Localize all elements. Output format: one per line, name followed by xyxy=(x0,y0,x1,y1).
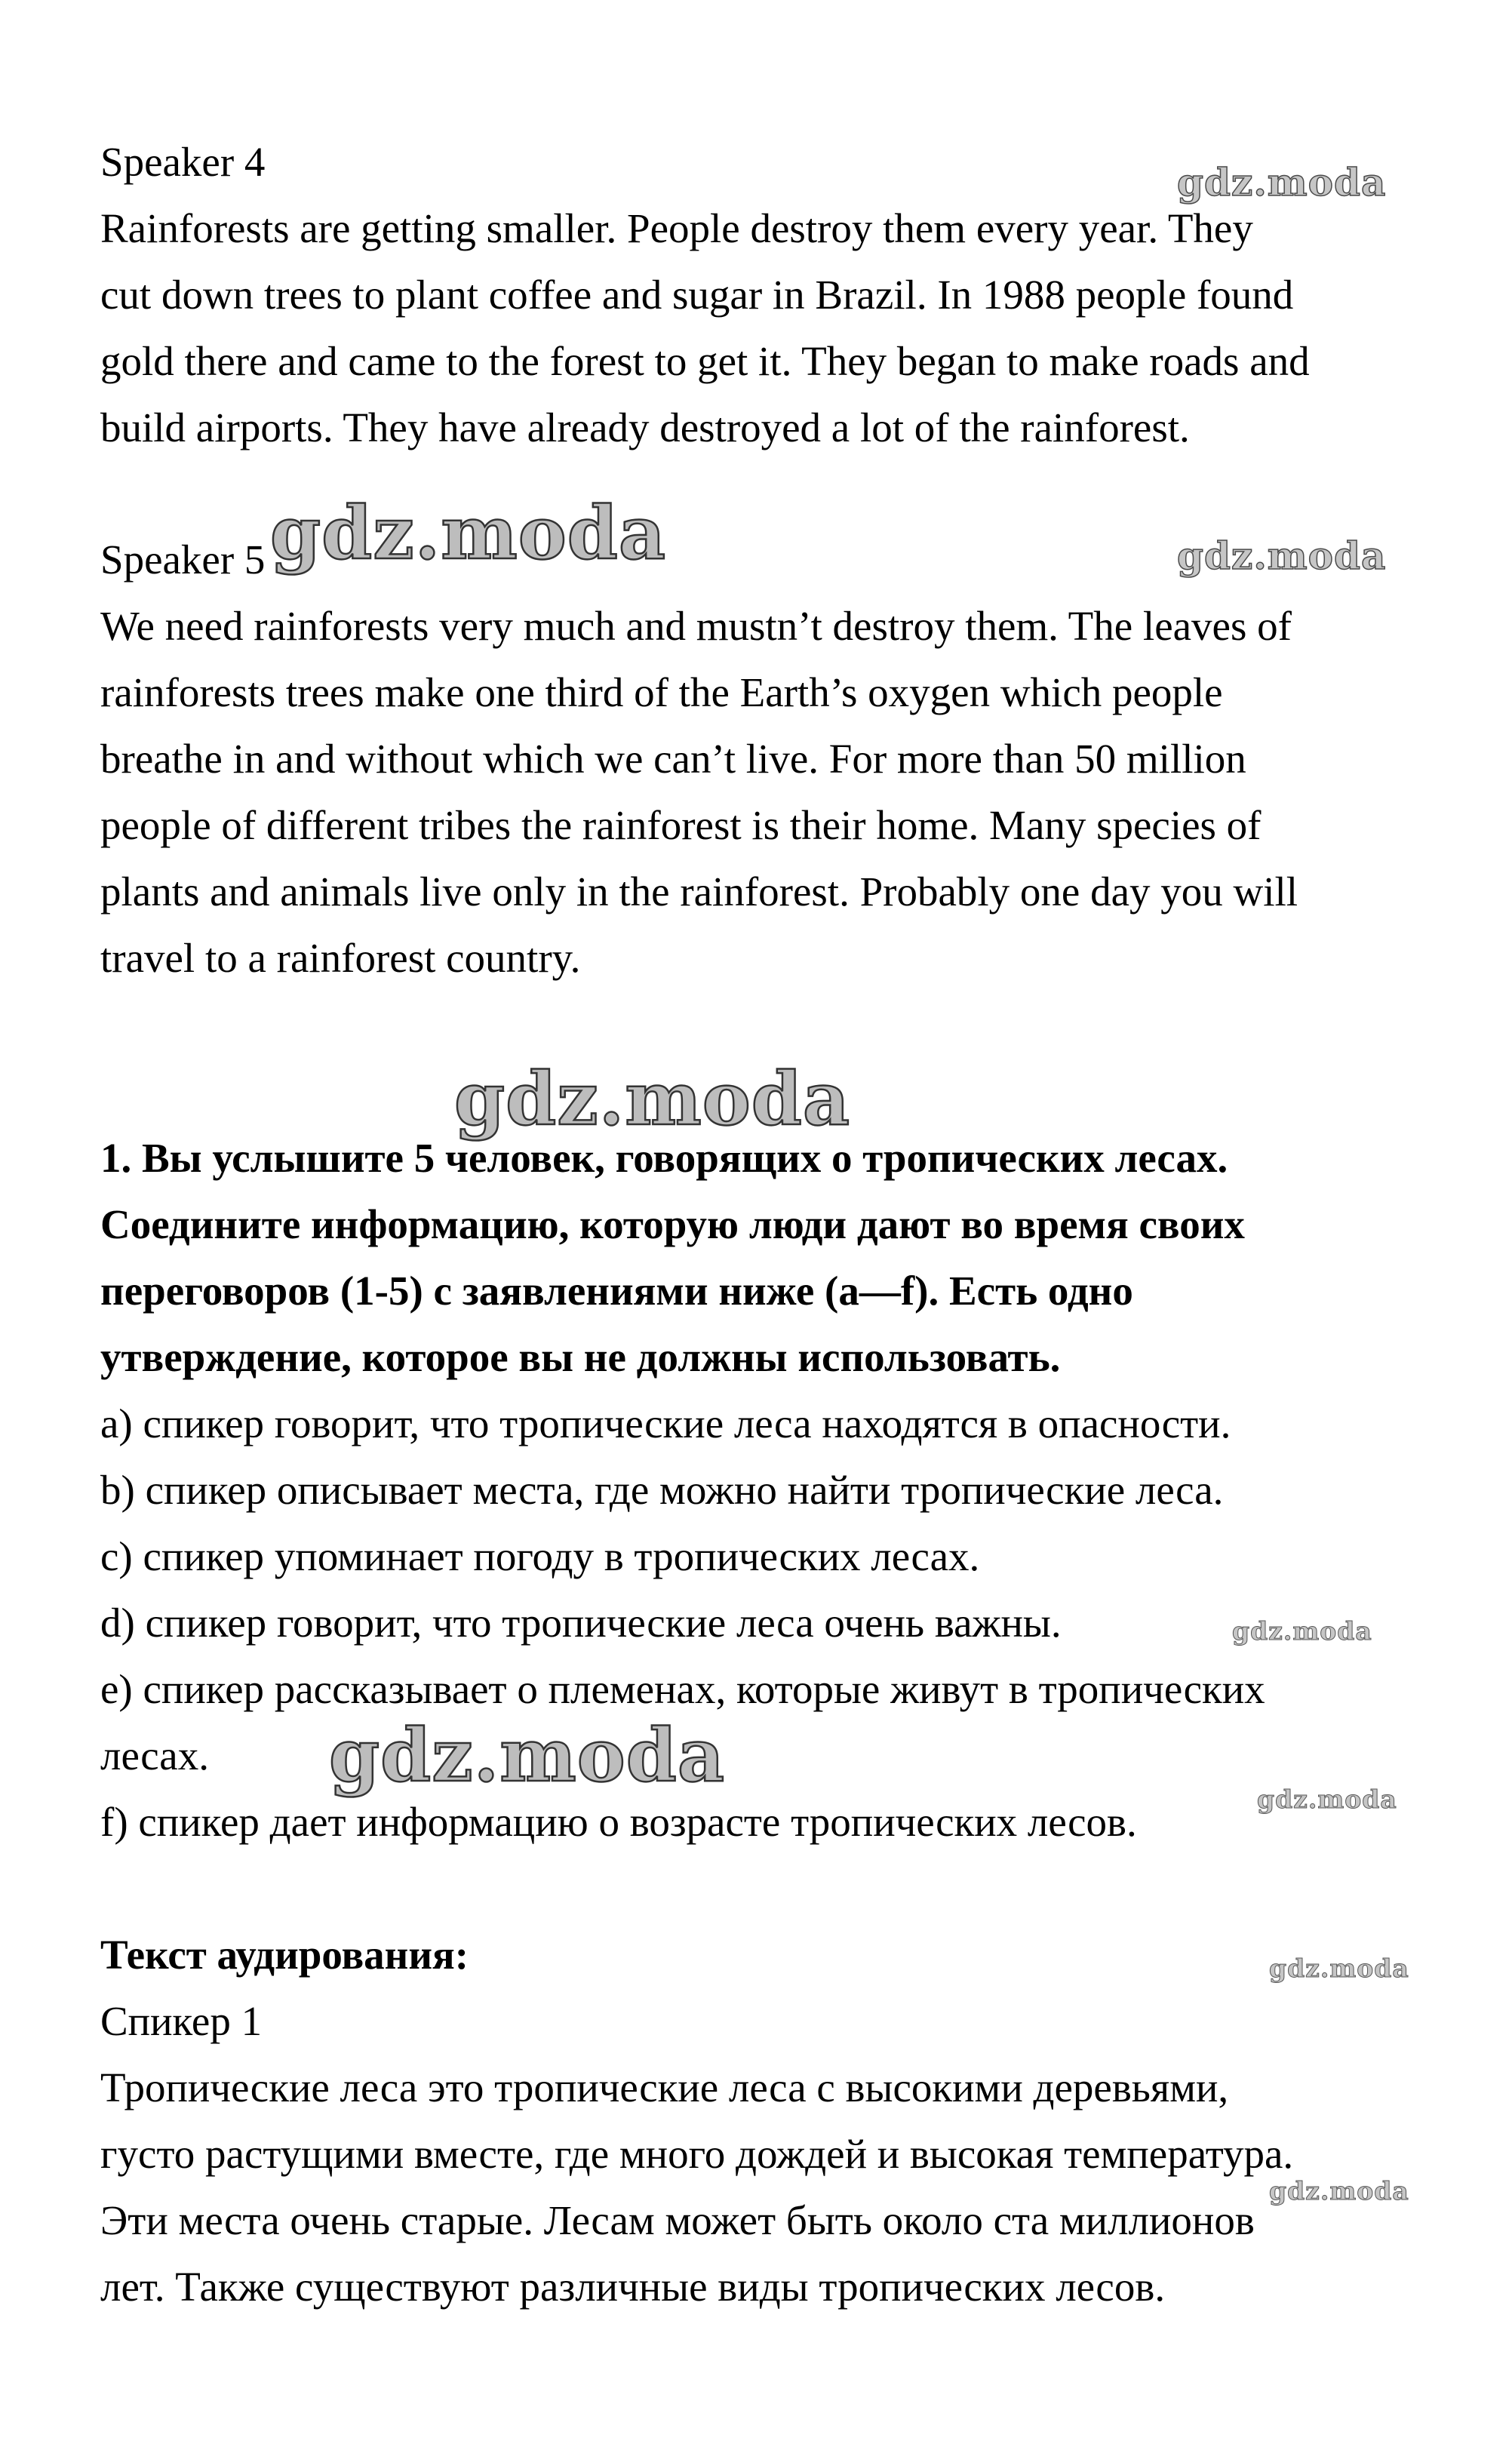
option-d: d) спикер говорит, что тропические леса очень важны. xyxy=(100,1600,1062,1646)
watermark: gdz.moda xyxy=(1177,533,1387,578)
watermark: gdz.moda xyxy=(1232,1616,1372,1646)
task-heading-line: Соедините информацию, которую люди дают во время своих xyxy=(100,1201,1245,1247)
transcript-speaker1-title: Спикер 1 xyxy=(100,1998,263,2044)
transcript-line: Эти места очень старые. Лесам может быть около ста миллионов xyxy=(100,2197,1255,2243)
transcript-line: густо растущими вместе, где много дождей и высокая температура. xyxy=(100,2131,1294,2177)
option-c: c) спикер упоминает погоду в тропических лесах. xyxy=(100,1533,980,1579)
speaker5-line: breathe in and without which we can’t live. For more than 50 million xyxy=(100,736,1246,782)
speaker4-line: build airports. They have already destroyed a lot of the rainforest. xyxy=(100,404,1190,450)
speaker5-line: people of different tribes the rainforest is their home. Many species of xyxy=(100,802,1262,848)
speaker5-line: We need rainforests very much and mustn’t destroy them. The leaves of xyxy=(100,603,1292,649)
option-e: e) спикер рассказывает о племенах, которые живут в тропических xyxy=(100,1666,1265,1712)
speaker4-line: cut down trees to plant coffee and sugar in Brazil. In 1988 people found xyxy=(100,272,1294,318)
transcript-line: Тропические леса это тропические леса с высокими деревьями, xyxy=(100,2064,1229,2110)
transcript-heading: Текст аудирования: xyxy=(100,1932,469,1978)
speaker4-title: Speaker 4 xyxy=(100,139,266,185)
watermark: gdz.moda xyxy=(1177,160,1387,204)
task-heading-line: переговоров (1-5) с заявлениями ниже (a—f). Есть одно xyxy=(100,1268,1133,1314)
watermark: gdz.moda xyxy=(1269,2176,1409,2206)
speaker4-line: gold there and came to the forest to get it. They began to make roads and xyxy=(100,338,1310,384)
transcript-line: лет. Также существуют различные виды тропических лесов. xyxy=(100,2264,1166,2310)
speaker5-line: plants and animals live only in the rainforest. Probably one day you will xyxy=(100,868,1298,915)
watermark: gdz.moda xyxy=(454,1056,851,1142)
speaker5-title: Speaker 5 xyxy=(100,536,266,583)
watermark: gdz.moda xyxy=(270,490,667,576)
speaker5-line: travel to a rainforest country. xyxy=(100,935,581,981)
watermark: gdz.moda xyxy=(1257,1785,1397,1814)
option-b: b) спикер описывает места, где можно найти тропические леса. xyxy=(100,1467,1224,1513)
option-f: f) спикер дает информацию о возрасте тропических лесов. xyxy=(100,1799,1137,1845)
watermark: gdz.moda xyxy=(329,1713,726,1798)
task-heading-line: утверждение, которое вы не должны использовать. xyxy=(100,1334,1061,1380)
option-e-continued: лесах. xyxy=(100,1732,209,1778)
speaker4-line: Rainforests are getting smaller. People destroy them every year. They xyxy=(100,205,1253,251)
speaker5-line: rainforests trees make one third of the Earth’s oxygen which people xyxy=(100,669,1223,715)
watermark: gdz.moda xyxy=(1269,1954,1409,1983)
option-a: a) спикер говорит, что тропические леса находятся в опасности. xyxy=(100,1400,1231,1446)
task-heading-line: 1. Вы услышите 5 человек, говорящих о тропических лесах. xyxy=(100,1135,1228,1181)
